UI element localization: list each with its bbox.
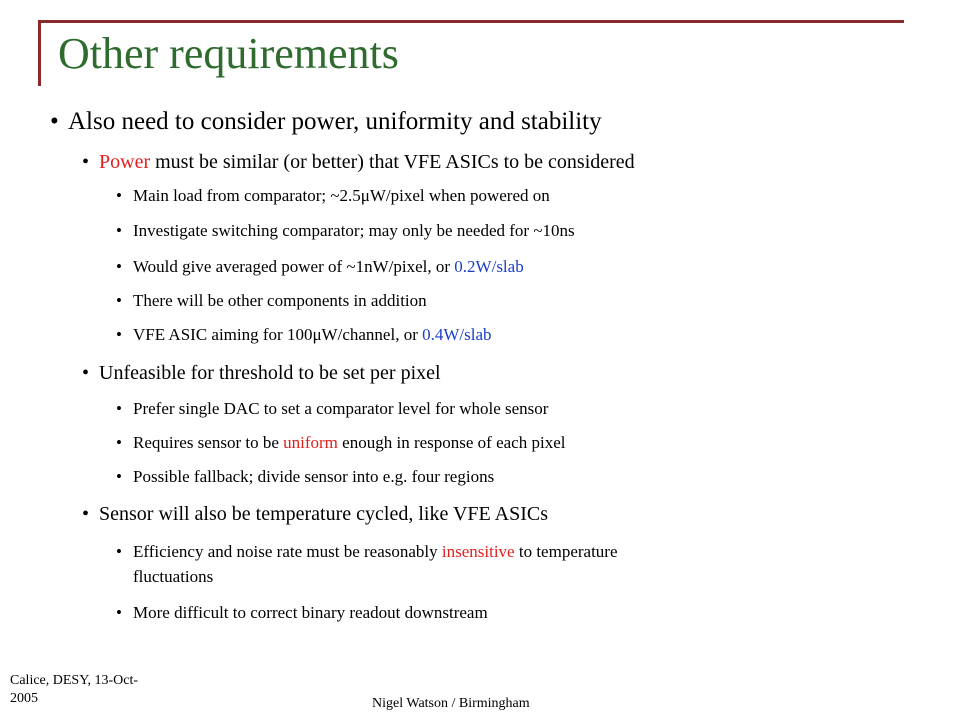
temperature-text: Sensor will also be temperature cycled, like VFE ASICs	[99, 503, 548, 525]
bullet-threshold: • Unfeasible for threshold to be set per pixel	[82, 362, 441, 384]
threshold-item-3: • Possible fallback; divide sensor into e.g. four regions	[116, 467, 495, 486]
power-item-text: There will be other components in addition	[133, 291, 427, 310]
threshold-item-2: • Requires sensor to be uniform enough in response of each pixel	[116, 433, 566, 452]
uniform-highlight: uniform	[283, 433, 338, 452]
vfe-slab-highlight: 0.4W/slab	[422, 325, 492, 344]
power-item-text: Investigate switching comparator; may only be needed for ~10ns	[133, 221, 575, 240]
threshold-item-text: Requires sensor to be	[133, 433, 284, 452]
temperature-item-text: More difficult to correct binary readout downstream	[133, 603, 488, 622]
bullet-main-text: Also need to consider power, uniformity and stability	[68, 108, 602, 135]
power-item-4: • There will be other components in addition	[116, 291, 427, 310]
power-highlight: Power	[99, 151, 151, 173]
footer-date	[10, 672, 200, 708]
footer-date-line1: Calice, DESY, 13-Oct-	[10, 673, 139, 688]
power-item-text: VFE ASIC aiming for 100μW/channel, or	[133, 325, 423, 344]
temperature-item-1-continued	[133, 567, 213, 587]
temperature-item-1: • Efficiency and noise rate must be reasonably insensitive to temperature	[116, 542, 618, 561]
bullet-temperature: • Sensor will also be temperature cycled, like VFE ASICs	[82, 503, 548, 525]
power-text: must be similar (or better) that VFE ASICs to be considered	[150, 151, 635, 173]
temperature-item-text: Efficiency and noise rate must be reasonably	[133, 542, 442, 561]
temperature-item-text: to temperature	[514, 542, 618, 561]
power-item-text: Main load from comparator; ~2.5μW/pixel when powered on	[133, 186, 550, 205]
threshold-text: Unfeasible for threshold to be set per pixel	[99, 362, 441, 384]
power-item-3: • Would give averaged power of ~1nW/pixel, or 0.2W/slab	[116, 257, 524, 276]
temperature-item-text: fluctuations	[133, 567, 214, 586]
insensitive-highlight: insensitive	[441, 542, 515, 561]
temperature-item-2: • More difficult to correct binary readout downstream	[116, 603, 488, 622]
bullet-power	[82, 151, 635, 174]
footer-date-line2: 2005	[10, 691, 38, 707]
threshold-item-1: • Prefer single DAC to set a comparator level for whole sensor	[116, 399, 549, 418]
bullet-dot: •	[50, 108, 59, 135]
power-item-2: • Investigate switching comparator; may only be needed for ~10ns	[116, 221, 575, 240]
threshold-item-text: Prefer single DAC to set a comparator level for whole sensor	[133, 399, 549, 418]
bullet-dot: •	[82, 151, 90, 173]
bullet-main	[50, 108, 602, 137]
footer-author: Nigel Watson / Birmingham	[372, 696, 530, 711]
threshold-item-text: enough in response of each pixel	[337, 433, 566, 452]
power-item-text: Would give averaged power of ~1nW/pixel, or	[133, 257, 455, 276]
slide-title: Other requirements	[58, 29, 399, 78]
threshold-item-text: Possible fallback; divide sensor into e.g. four regions	[133, 467, 495, 486]
power-item-5: • VFE ASIC aiming for 100μW/channel, or 0.4W/slab	[116, 325, 492, 344]
power-slab-highlight: 0.2W/slab	[454, 257, 524, 276]
power-item-1: • Main load from comparator; ~2.5μW/pixel when powered on	[116, 186, 550, 205]
